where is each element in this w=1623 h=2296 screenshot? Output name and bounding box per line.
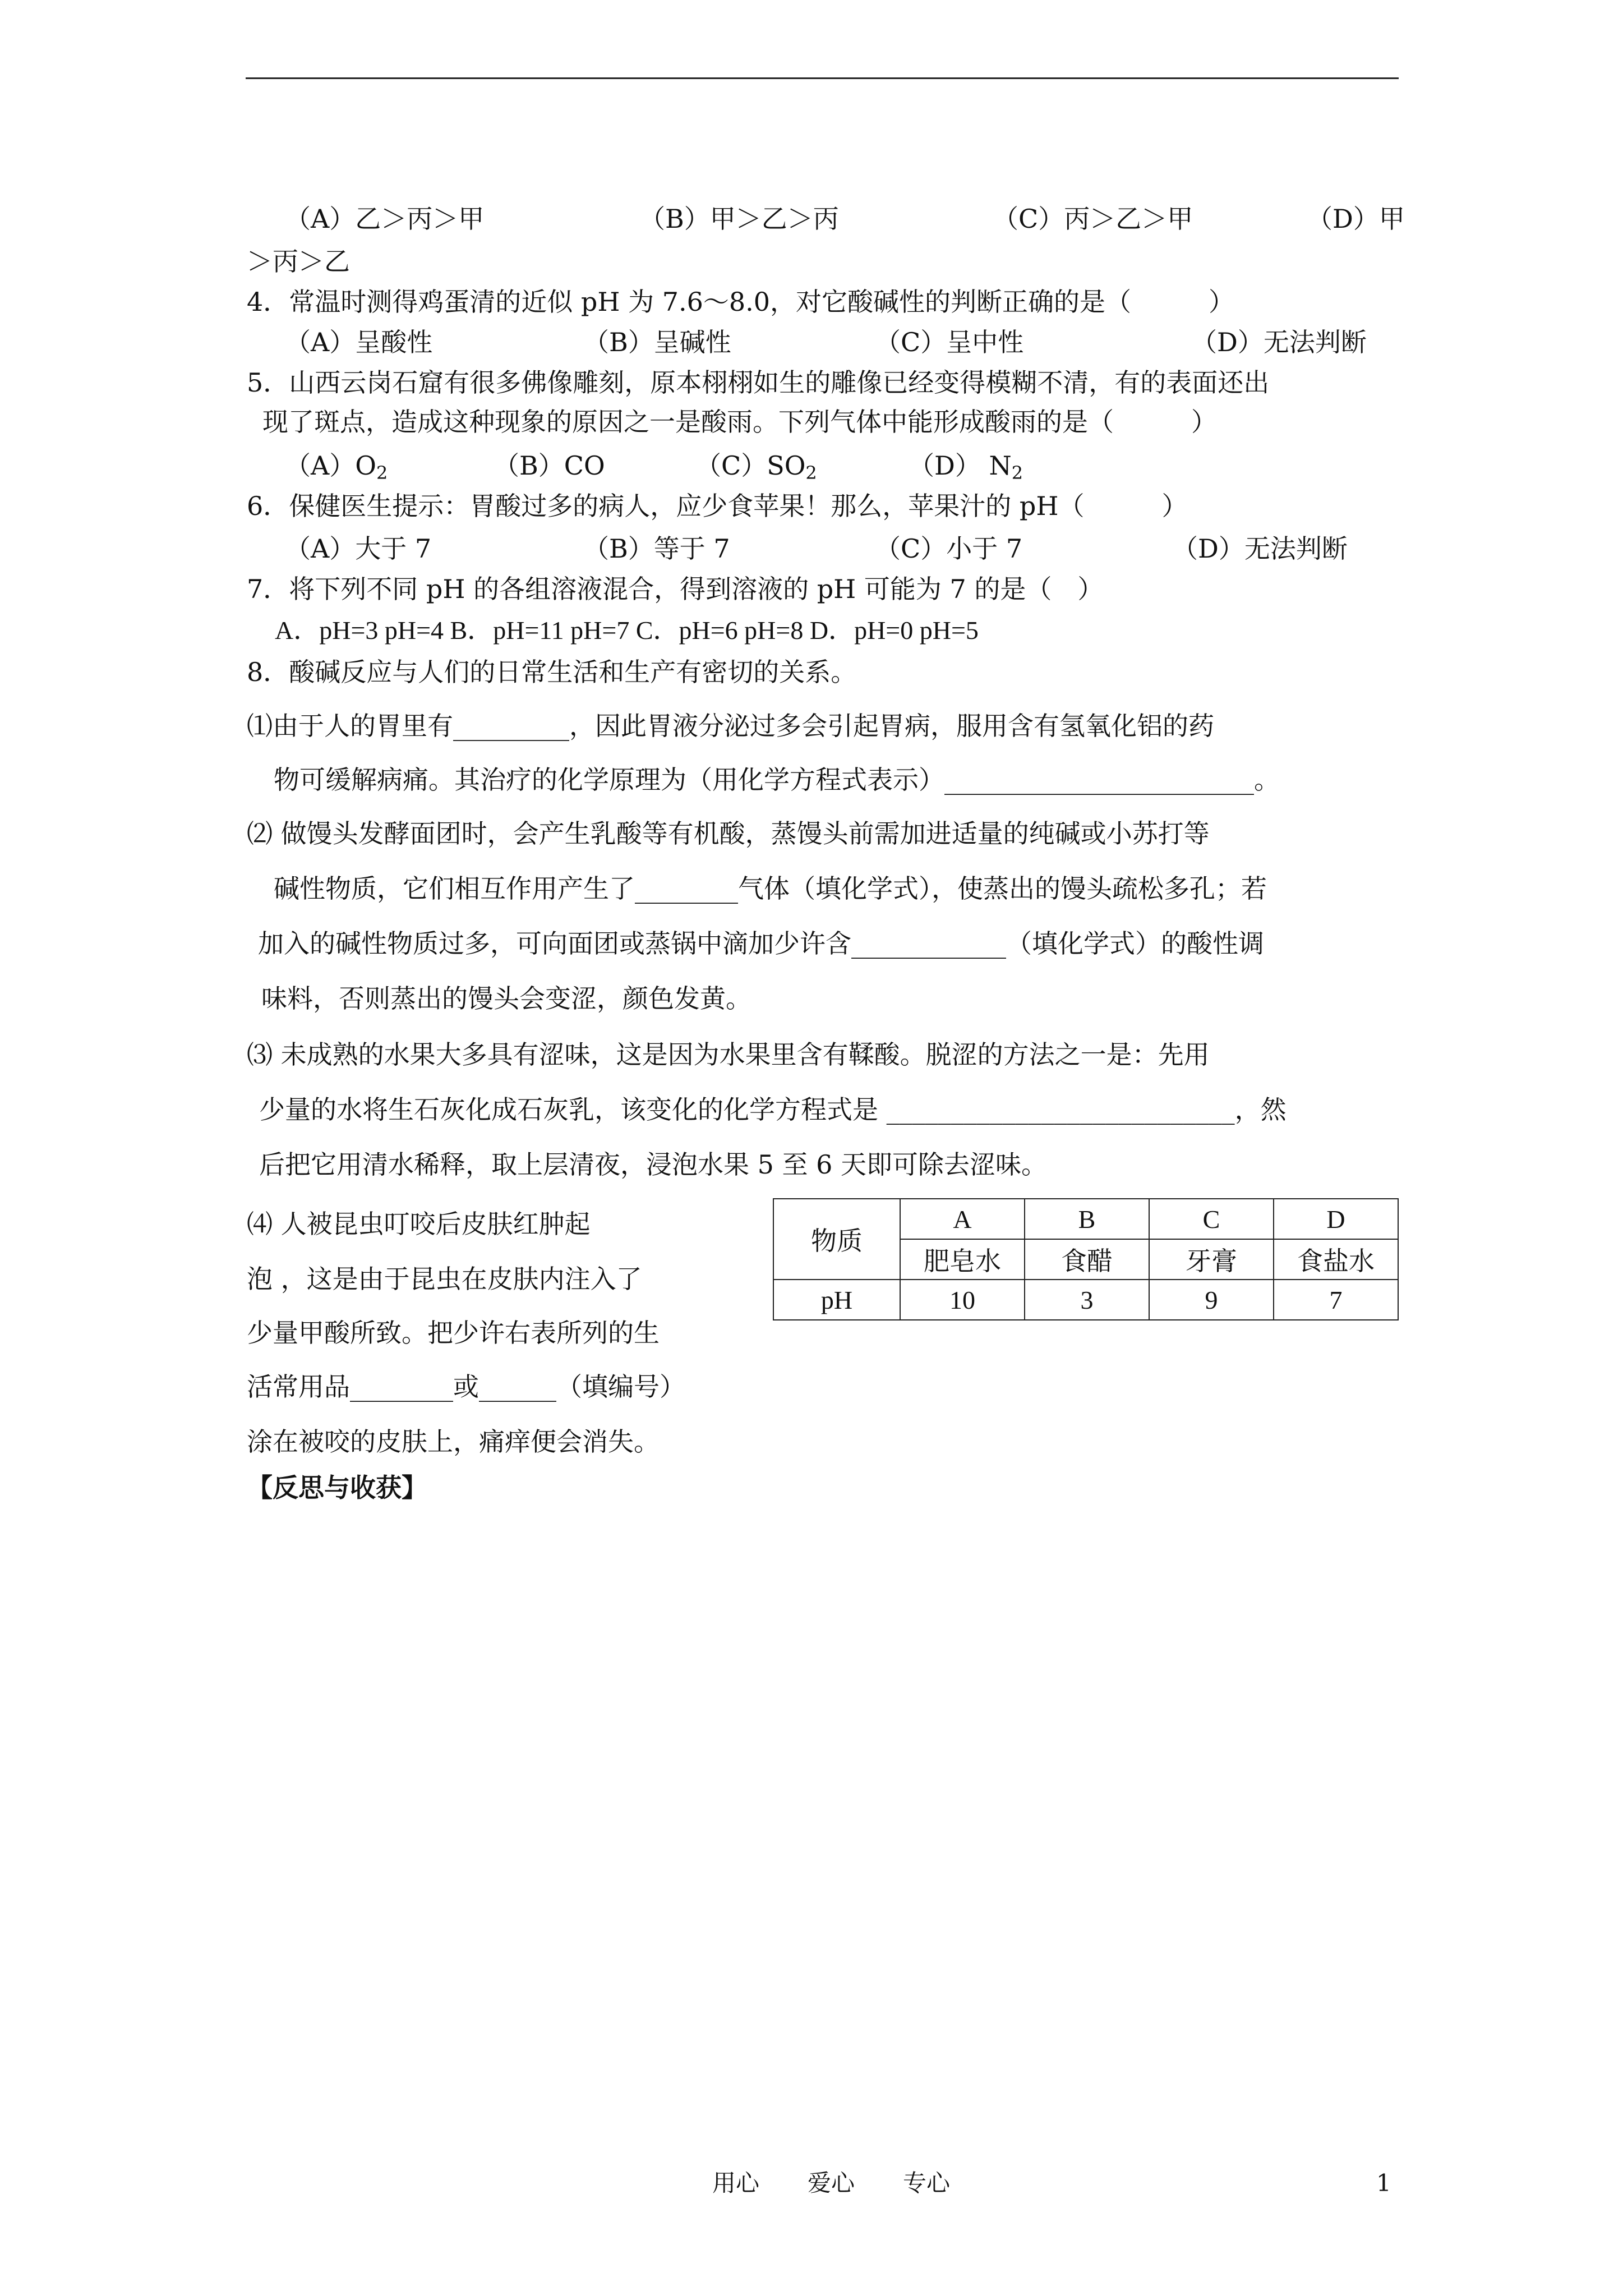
q6-option-b: （B）等于 7 [583,533,730,564]
table-ph-b: 3 [1025,1280,1149,1320]
q8-part4-line3: 少量甲酸所致。把少许右表所列的生 [247,1318,660,1348]
q8-part3-line1: ⑶ 未成熟的水果大多具有涩味，这是因为水果里含有鞣酸。脱涩的方法之一是：先用 [247,1039,1210,1070]
q4-option-a: （A）呈酸性 [285,327,433,357]
table-ph-d: 7 [1274,1280,1398,1320]
table-code-a: A [900,1199,1025,1239]
q7-stem: 7．将下列不同 pH 的各组溶液混合，得到溶液的 pH 可能为 7 的是（ ） [247,574,1104,604]
ph-table [773,1198,1399,1320]
q3-option-d-continued: ＞丙＞乙 [247,246,350,277]
table-code-d: D [1274,1199,1398,1239]
table-code-c: C [1149,1199,1274,1239]
q8-part1-line1: ⑴由于人的胃里有_________，因此胃液分泌过多会引起胃病，服用含有氢氧化铝的药 [247,711,1214,741]
q4-option-d: （D）无法判断 [1191,327,1367,357]
q8-part4-line4: 活常用品________或______（填编号） [247,1372,685,1402]
q3-option-a: （A）乙＞丙＞甲 [285,204,485,234]
footer-slogan-3: 专心 [903,2169,951,2197]
footer-slogan-2: 爱心 [808,2169,855,2197]
q8-part4-line1: ⑷ 人被昆虫叮咬后皮肤红肿起 [247,1209,591,1239]
q8-stem: 8．酸碱反应与人们的日常生活和生产有密切的关系。 [247,657,857,687]
q5-option-b: （B）CO [494,450,605,481]
q3-option-b: （B）甲＞乙＞丙 [639,204,839,234]
table-row2-label: pH [773,1280,900,1320]
q8-part1-line2: 物可缓解病痛。其治疗的化学原理为（用化学方程式表示）________________________。 [274,765,1280,795]
table-row1-label: 物质 [773,1199,900,1280]
q6-option-d: （D）无法判断 [1172,533,1348,564]
q8-part2-line4: 味料，否则蒸出的馒头会变涩，颜色发黄。 [261,983,751,1014]
q3-option-c: （C）丙＞乙＞甲 [993,204,1193,234]
table-ph-c: 9 [1149,1280,1274,1320]
q4-stem: 4．常温时测得鸡蛋清的近似 pH 为 7.6～8.0，对它酸碱性的判断正确的是（ ） [247,287,1235,317]
q5-option-d: （D） $N_2$ [909,450,1023,484]
table-name-d: 食盐水 [1274,1239,1398,1280]
q8-part4-line5: 涂在被咬的皮肤上，痛痒便会消失。 [247,1427,660,1457]
table-name-c: 牙膏 [1149,1239,1274,1280]
q4-option-b: （B）呈碱性 [583,327,731,357]
q8-part2-line1: ⑵ 做馒头发酵面团时，会产生乳酸等有机酸，蒸馒头前需加进适量的纯碱或小苏打等 [247,818,1210,849]
q3-option-d: （D）甲 [1307,204,1405,234]
q8-part3-line2: 少量的水将生石灰化成石灰乳，该变化的化学方程式是 ___________________________，然 [259,1094,1287,1125]
q6-option-c: （C）小于 7 [875,533,1023,564]
table-ph-a: 10 [900,1280,1025,1320]
section-title: 【反思与收获】 [247,1473,427,1503]
q6-stem: 6．保健医生提示：胃酸过多的病人，应少食苹果！那么，苹果汁的 pH（ ） [247,491,1188,521]
page-number: 1 [1376,2169,1391,2197]
q8-part2-line3: 加入的碱性物质过多，可向面团或蒸锅中滴加少许含____________（填化学式）的酸性调 [258,928,1264,959]
q5-stem-line1: 5．山西云岗石窟有很多佛像雕刻，原本栩栩如生的雕像已经变得模糊不清，有的表面还出 [247,367,1270,398]
table-row [773,1199,1398,1239]
q8-part2-line2: 碱性物质，它们相互作用产生了________气体（填化学式），使蒸出的馒头疏松多孔；若 [274,873,1267,904]
table-name-a: 肥皂水 [900,1239,1025,1280]
header-rule [246,77,1399,79]
q5-stem-line2: 现了斑点，造成这种现象的原因之一是酸雨。下列气体中能形成酸雨的是（ ） [262,407,1217,437]
q8-part3-line3: 后把它用清水稀释，取上层清夜，浸泡水果 5 至 6 天即可除去涩味。 [259,1149,1048,1180]
q7-options: A．pH=3 pH=4 B．pH=11 pH=7 C．pH=6 pH=8 D．pH=0 pH=5 [275,616,979,645]
q5-option-a: $(A)O_2$ [285,450,388,484]
q5-option-c: $(C)SO_2$ [695,450,817,484]
table-name-b: 食醋 [1025,1239,1149,1280]
q4-option-c: （C）呈中性 [875,327,1024,357]
footer-slogan-1: 用心 [712,2169,760,2197]
q8-part4-line2: 泡 ，这是由于昆虫在皮肤内注入了 [247,1264,642,1294]
table-code-b: B [1025,1199,1149,1239]
table-row [773,1280,1398,1320]
q6-option-a: （A）大于 7 [285,533,432,564]
